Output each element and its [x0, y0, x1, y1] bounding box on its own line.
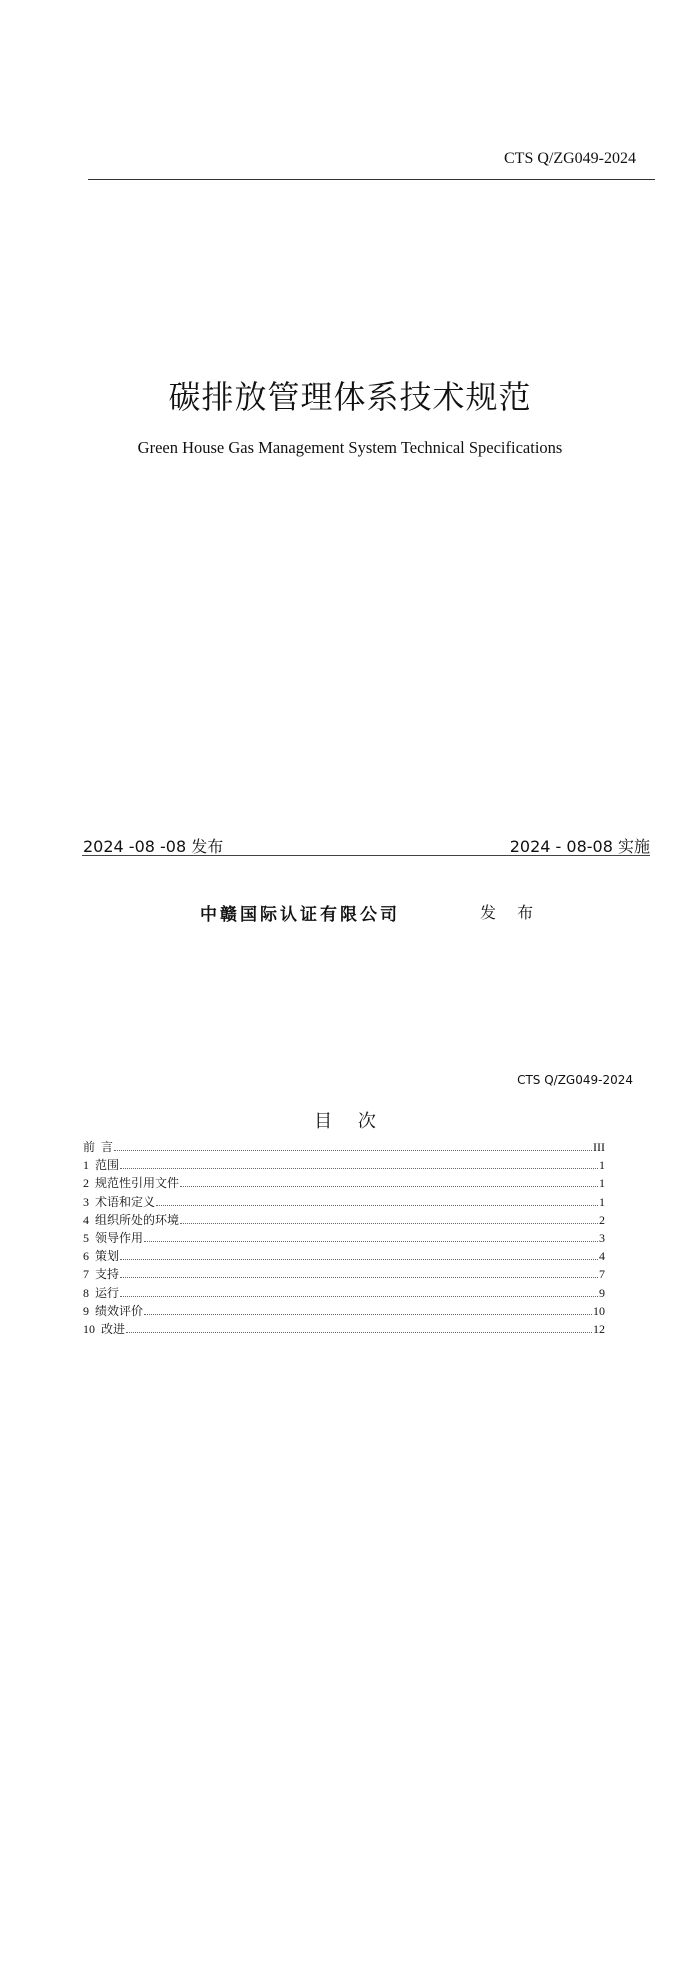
toc-item[interactable] [83, 1302, 605, 1320]
toc-item[interactable] [83, 1156, 605, 1174]
toc-leader-dots [120, 1276, 598, 1278]
toc-item-page: 10 [593, 1303, 605, 1318]
toc-item-label: 3 术语和定义 [83, 1194, 156, 1209]
toc-leader-dots [156, 1204, 598, 1206]
toc-leader-dots [144, 1313, 592, 1315]
toc-item-label: 1 范围 [83, 1158, 120, 1173]
toc-item-label: 10 改进 [83, 1321, 126, 1336]
toc-item-page: 7 [599, 1267, 605, 1282]
issue-date: 2024 -08 -08 发布 [83, 837, 224, 856]
toc-standard-code: CTS Q/ZG049-2024 [517, 1073, 633, 1087]
toc-item-page: 12 [593, 1321, 605, 1336]
toc-leader-dots [180, 1222, 598, 1224]
toc-item-page: III [593, 1140, 605, 1154]
toc-item-page: 3 [599, 1230, 605, 1245]
toc-leader-dots [120, 1295, 598, 1297]
toc-item-label: 5 领导作用 [83, 1230, 144, 1245]
toc-title: 目 次 [314, 1111, 386, 1132]
toc-item-page: 2 [599, 1212, 605, 1227]
document-title-english: Green House Gas Management System Technical Specifications [137, 438, 563, 457]
date-divider [82, 855, 650, 856]
toc-item-page: 4 [599, 1249, 605, 1264]
implementation-date: 2024 - 08-08 实施 [509, 837, 650, 856]
toc-item-label: 4 组织所处的环境 [83, 1212, 180, 1227]
toc-item[interactable] [83, 1211, 605, 1229]
toc-leader-dots [144, 1240, 598, 1242]
toc-leader-dots [120, 1167, 598, 1169]
toc-item-label: 7 支持 [83, 1267, 120, 1282]
toc-item-page: 9 [599, 1285, 605, 1300]
toc-item-page: 1 [599, 1176, 605, 1191]
toc-item[interactable] [83, 1193, 605, 1211]
publisher-name: 中赣国际认证有限公司 [200, 905, 400, 925]
header-divider [88, 179, 655, 180]
toc-item[interactable] [83, 1284, 605, 1302]
toc-item[interactable] [83, 1265, 605, 1283]
toc-item-page: 1 [599, 1158, 605, 1173]
toc-item[interactable] [83, 1320, 605, 1338]
toc-item-label: 9 绩效评价 [83, 1303, 144, 1318]
toc-item[interactable] [83, 1229, 605, 1247]
toc-item[interactable] [83, 1138, 605, 1156]
toc-item-label: 2 规范性引用文件 [83, 1176, 180, 1191]
toc-item[interactable] [83, 1174, 605, 1192]
document-title-chinese: 碳排放管理体系技术规范 [168, 378, 532, 416]
toc-item-label: 8 运行 [83, 1285, 120, 1300]
standard-code: CTS Q/ZG049-2024 [504, 150, 636, 167]
toc-leader-dots [120, 1258, 598, 1260]
toc-item-page: 1 [599, 1194, 605, 1209]
toc-leader-dots [126, 1331, 592, 1333]
toc-item-label: 6 策划 [83, 1249, 120, 1264]
toc-item-label: 前 言 [83, 1140, 114, 1154]
table-of-contents [83, 1138, 605, 1338]
toc-item[interactable] [83, 1247, 605, 1265]
toc-leader-dots [180, 1185, 598, 1187]
toc-leader-dots [114, 1149, 592, 1151]
publish-label: 发 布 [480, 903, 542, 922]
